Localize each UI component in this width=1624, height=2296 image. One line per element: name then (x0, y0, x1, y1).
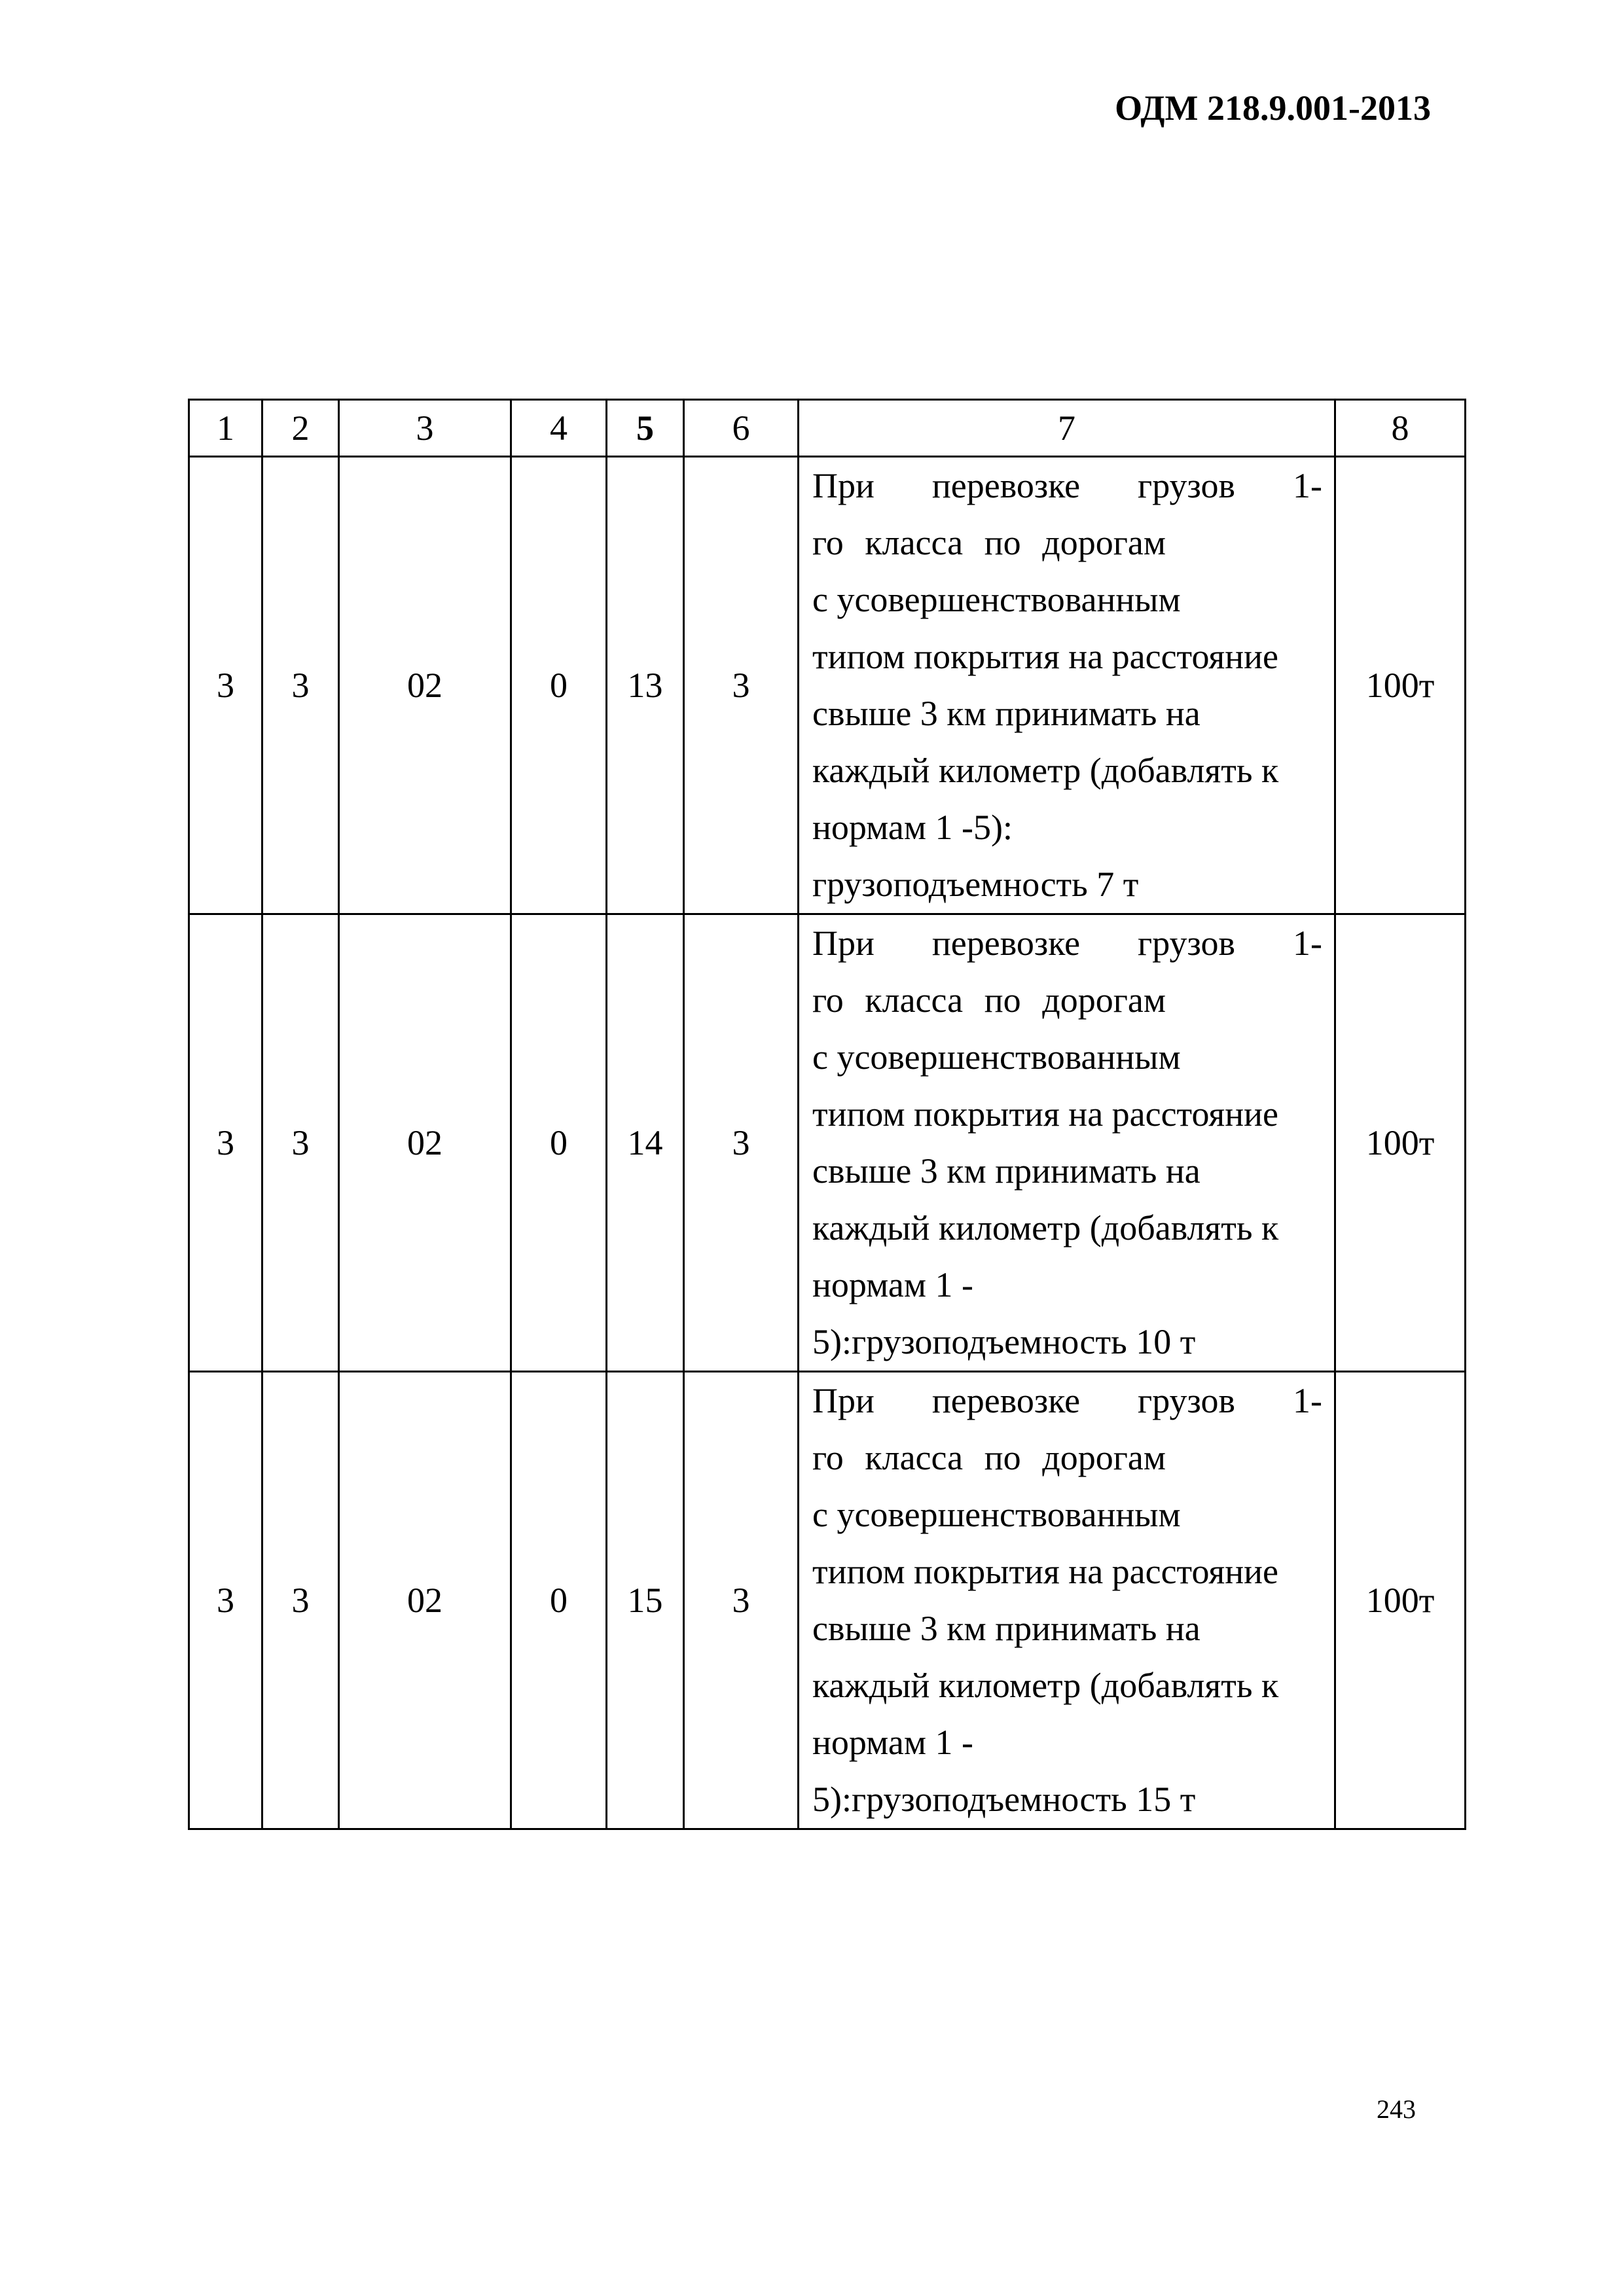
description-line: каждый километр (добавлять к (812, 1666, 1279, 1705)
description-line: с усовершенствованным (812, 1037, 1181, 1077)
column-header: 3 (339, 400, 511, 457)
table-row (189, 1372, 1466, 1829)
table-cell: 13 (607, 457, 684, 914)
description-line: го класса по дорогам (812, 980, 1166, 1020)
description-line: го класса по дорогам (812, 1438, 1166, 1477)
column-header: 2 (262, 400, 339, 457)
description-line: свыше 3 км принимать на (812, 1609, 1200, 1648)
table-row (189, 914, 1466, 1372)
description-line: нормам 1 -5): (812, 808, 1013, 847)
description-line: свыше 3 км принимать на (812, 694, 1200, 733)
description-line: 5):грузоподъемность 10 т (812, 1322, 1196, 1361)
description-cell (799, 457, 1335, 914)
page-number: 243 (1377, 2094, 1416, 2124)
norms-table (188, 399, 1466, 1830)
description-line: с усовершенствованным (812, 580, 1181, 619)
column-header: 4 (511, 400, 607, 457)
table-cell: 0 (511, 1372, 607, 1829)
table-cell: 3 (189, 1372, 262, 1829)
description-line: свыше 3 км принимать на (812, 1151, 1200, 1191)
table-row (189, 457, 1466, 914)
column-header: 8 (1335, 400, 1466, 457)
description-cell (799, 914, 1335, 1372)
description-line: грузоподъемность 7 т (812, 865, 1139, 904)
table-cell: 02 (339, 1372, 511, 1829)
table-cell: 02 (339, 914, 511, 1372)
description-line: При перевозке грузов 1- (812, 1381, 1322, 1420)
description-cell (799, 1372, 1335, 1829)
table-cell: 3 (684, 1372, 799, 1829)
description-line: с усовершенствованным (812, 1495, 1181, 1534)
description-line: 5):грузоподъемность 15 т (812, 1780, 1196, 1819)
table-cell: 3 (262, 1372, 339, 1829)
description-line: каждый километр (добавлять к (812, 751, 1279, 790)
table-cell: 3 (684, 457, 799, 914)
column-header: 7 (799, 400, 1335, 457)
description-line: При перевозке грузов 1- (812, 466, 1322, 505)
description-line: го класса по дорогам (812, 523, 1166, 562)
table-cell: 3 (189, 457, 262, 914)
document-code: ОДМ 218.9.001-2013 (1115, 88, 1431, 128)
description-line: нормам 1 - (812, 1265, 974, 1304)
table-cell: 02 (339, 457, 511, 914)
column-header: 6 (684, 400, 799, 457)
description-line: При перевозке грузов 1- (812, 924, 1322, 963)
description-line: нормам 1 - (812, 1723, 974, 1762)
table-cell: 14 (607, 914, 684, 1372)
table-cell: 0 (511, 914, 607, 1372)
table-cell: 15 (607, 1372, 684, 1829)
description-line: типом покрытия на расстояние (812, 637, 1279, 676)
table-header-row (189, 400, 1466, 457)
table-cell: 3 (684, 914, 799, 1372)
description-line: каждый километр (добавлять к (812, 1208, 1279, 1247)
description-line: типом покрытия на расстояние (812, 1094, 1279, 1134)
column-header: 1 (189, 400, 262, 457)
description-line: типом покрытия на расстояние (812, 1552, 1279, 1591)
column-header: 5 (607, 400, 684, 457)
table-cell: 3 (262, 914, 339, 1372)
table-cell: 100т (1335, 1372, 1466, 1829)
table-cell: 0 (511, 457, 607, 914)
table-cell: 3 (189, 914, 262, 1372)
table-cell: 3 (262, 457, 339, 914)
table-cell: 100т (1335, 457, 1466, 914)
table-cell: 100т (1335, 914, 1466, 1372)
